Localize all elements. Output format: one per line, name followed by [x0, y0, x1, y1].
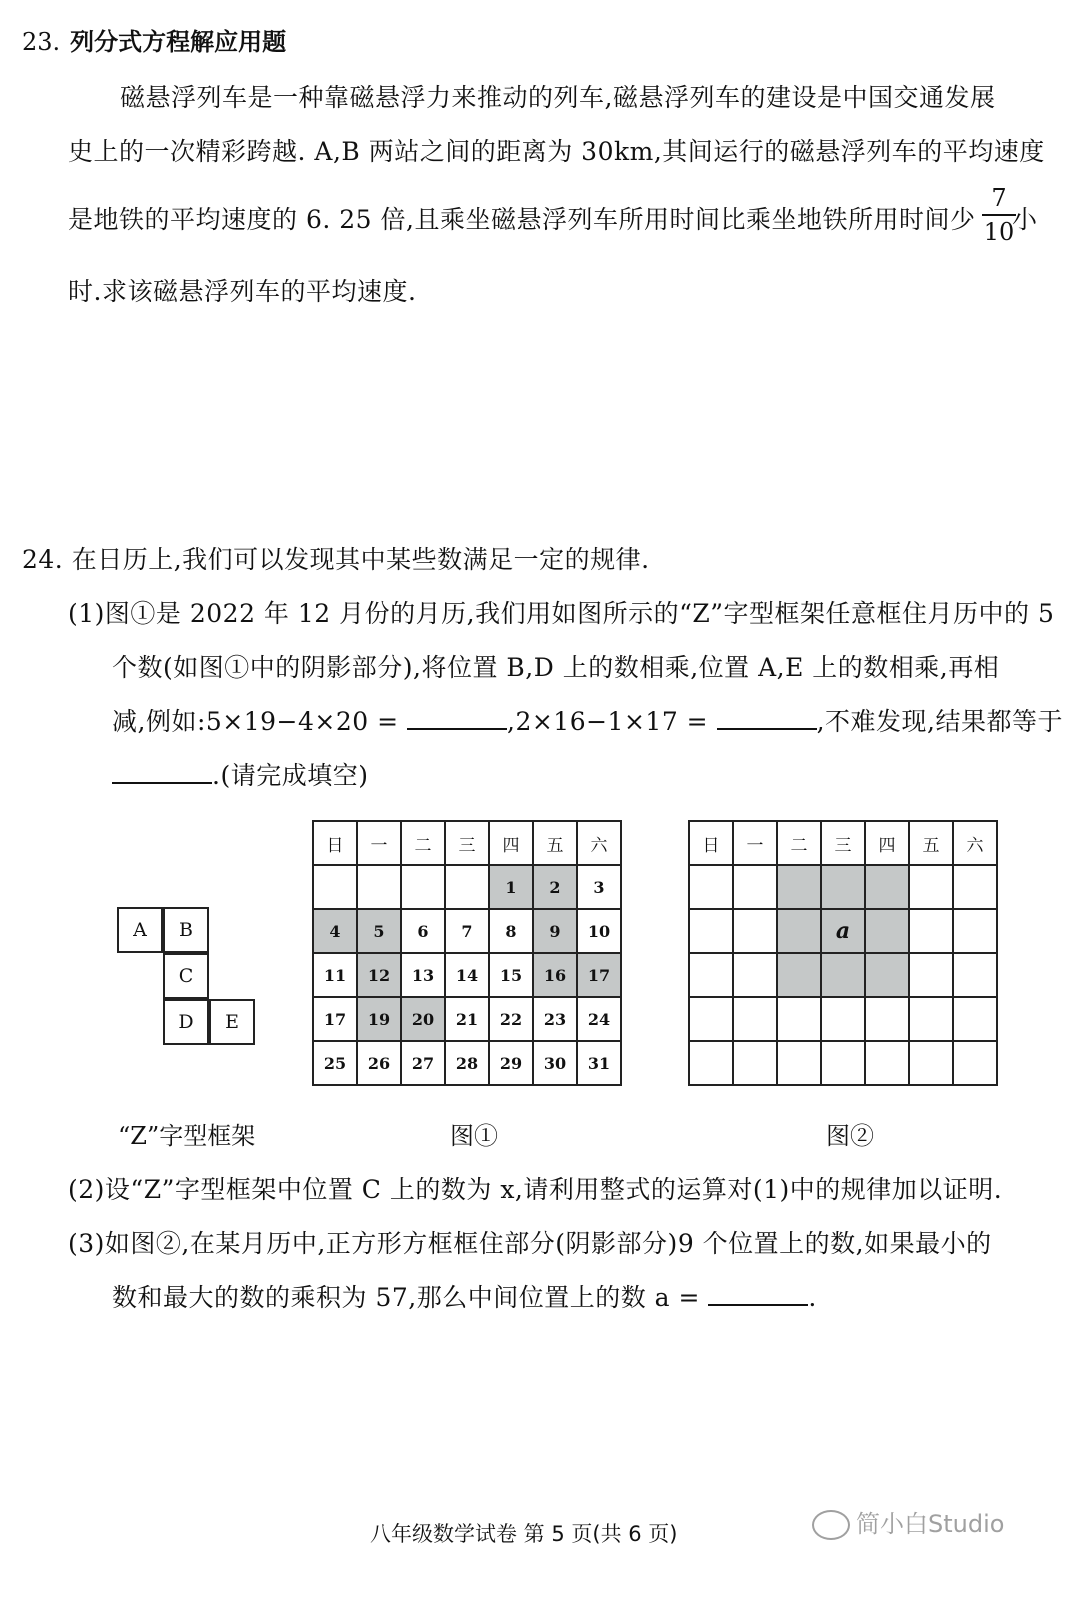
- calendar-2-day-cell: [777, 1041, 821, 1085]
- calendar-1-day-cell: 17: [313, 997, 357, 1041]
- calendar-2-header-cell: 一: [733, 821, 777, 865]
- calendar-2-day-cell: [865, 1041, 909, 1085]
- z-cell-b: B: [163, 907, 209, 953]
- calendar-2-day-cell: [777, 865, 821, 909]
- q24-p3-line2-end: .: [808, 1283, 817, 1312]
- watermark: [812, 1504, 1004, 1540]
- z-cell-a: A: [117, 907, 163, 953]
- calendar-1-day-cell: 23: [533, 997, 577, 1041]
- calendar-2-day-cell: [689, 997, 733, 1041]
- calendar-2-day-cell: [733, 997, 777, 1041]
- calendar-1-day-cell: [313, 865, 357, 909]
- z-cell-d: D: [163, 999, 209, 1045]
- calendar-1-day-cell: 14: [445, 953, 489, 997]
- z-cell-e: E: [209, 999, 255, 1045]
- fraction-bar: [982, 214, 1016, 216]
- answer-blank-4[interactable]: [708, 1280, 808, 1306]
- q23-line3-end: 小: [1012, 205, 1038, 234]
- calendar-1-day-cell: 12: [357, 953, 401, 997]
- q24-p1-line3b: ,2×16−1×17 =: [507, 707, 709, 736]
- q23-line2: 史上的一次精彩跨越. A,B 两站之间的距离为 30km,其间运行的磁悬浮列车的平均速度: [68, 137, 1045, 166]
- q24-p1-line4-text: .(请完成填空): [212, 761, 369, 790]
- calendar-1-header-cell: 日: [313, 821, 357, 865]
- calendar-1-day-cell: 5: [357, 909, 401, 953]
- calendar-2-day-cell: [733, 1041, 777, 1085]
- q23-line3: 是地铁的平均速度的 6. 25 倍,且乘坐磁悬浮列车所用时间比乘坐地铁所用时间少: [68, 205, 976, 234]
- calendar-1-day-cell: 15: [489, 953, 533, 997]
- calendar-2-day-cell: [733, 865, 777, 909]
- calendar-1-day-cell: 30: [533, 1041, 577, 1085]
- calendar-1-day-cell: 10: [577, 909, 621, 953]
- calendar-2-day-cell: [777, 997, 821, 1041]
- calendar-1-day-cell: 31: [577, 1041, 621, 1085]
- calendar-2-day-cell: [821, 953, 865, 997]
- calendar-1-day-cell: 3: [577, 865, 621, 909]
- calendar-1-day-cell: 1: [489, 865, 533, 909]
- calendar-1-day-cell: [357, 865, 401, 909]
- calendar-1-day-cell: 8: [489, 909, 533, 953]
- calendar-2-day-cell: [909, 909, 953, 953]
- calendar-figure-1: [312, 820, 622, 1086]
- calendar-2-header-cell: 二: [777, 821, 821, 865]
- calendar-2-day-cell: [777, 953, 821, 997]
- calendar-1-day-cell: 29: [489, 1041, 533, 1085]
- fraction-denominator: 10: [983, 218, 1015, 246]
- calendar-1-header-cell: 三: [445, 821, 489, 865]
- calendar-2-caption: 图②: [826, 1122, 874, 1150]
- calendar-2-day-cell: [953, 1041, 997, 1085]
- calendar-2-header-cell: 三: [821, 821, 865, 865]
- q23-number: 23.: [22, 28, 61, 56]
- calendar-2-day-cell: [909, 997, 953, 1041]
- q24-p3-line1: (3)如图②,在某月历中,正方形方框框住部分(阴影部分)9 个位置上的数,如果最小的: [68, 1229, 992, 1258]
- calendar-2-day-cell: [689, 865, 733, 909]
- calendar-2-day-cell: [821, 997, 865, 1041]
- calendar-1-day-cell: 25: [313, 1041, 357, 1085]
- calendar-2-day-cell: [953, 909, 997, 953]
- z-cell-c: C: [163, 953, 209, 999]
- calendar-2-day-cell: [821, 1041, 865, 1085]
- calendar-1-day-cell: 11: [313, 953, 357, 997]
- q24-p1-line2: 个数(如图①中的阴影部分),将位置 B,D 上的数相乘,位置 A,E 上的数相乘,再相: [112, 653, 1000, 682]
- page-footer: 八年级数学试卷 第 5 页(共 6 页): [370, 1522, 678, 1546]
- answer-blank-1[interactable]: [407, 704, 507, 730]
- calendar-1-day-cell: [401, 865, 445, 909]
- calendar-2-day-cell: [865, 953, 909, 997]
- calendar-2-day-cell: [953, 865, 997, 909]
- q24-p1-line4: [112, 756, 368, 792]
- calendar-1-day-cell: 2: [533, 865, 577, 909]
- q24-intro: 24. 在日历上,我们可以发现其中某些数满足一定的规律.: [22, 545, 650, 574]
- calendar-figure-2: [688, 820, 998, 1086]
- calendar-2-header-cell: 日: [689, 821, 733, 865]
- fraction-seven-tenths: [982, 184, 1016, 246]
- calendar-1-day-cell: 4: [313, 909, 357, 953]
- q24-p1-line3a: 减,例如:5×19−4×20 =: [112, 707, 399, 736]
- calendar-1-header-cell: 五: [533, 821, 577, 865]
- calendar-1-day-cell: 21: [445, 997, 489, 1041]
- calendar-1-day-cell: 17: [577, 953, 621, 997]
- calendar-2-day-cell: [953, 997, 997, 1041]
- q24-p1-line3: [112, 702, 1063, 738]
- q23-title-text: 列分式方程解应用题: [70, 28, 287, 56]
- calendar-1-day-cell: 28: [445, 1041, 489, 1085]
- calendar-1-day-cell: [445, 865, 489, 909]
- q24-p2: (2)设“Z”字型框架中位置 C 上的数为 x,请利用整式的运算对(1)中的规律加以证明.: [68, 1175, 1003, 1204]
- calendar-2-day-cell: [909, 953, 953, 997]
- calendar-2-day-cell: [733, 953, 777, 997]
- q24-p3-line2-text: 数和最大的数的乘积为 57,那么中间位置上的数 a =: [112, 1283, 700, 1312]
- calendar-1-day-cell: 16: [533, 953, 577, 997]
- calendar-2-day-cell: [953, 953, 997, 997]
- calendar-1-day-cell: 26: [357, 1041, 401, 1085]
- variable-a: a: [835, 918, 851, 944]
- answer-blank-2[interactable]: [717, 704, 817, 730]
- calendar-1-caption: 图①: [450, 1122, 498, 1150]
- calendar-1-day-cell: 7: [445, 909, 489, 953]
- calendar-2-center-cell: [821, 909, 865, 953]
- calendar-2-day-cell: [865, 909, 909, 953]
- watermark-text: 简小白Studio: [856, 1510, 1005, 1538]
- calendar-2-day-cell: [733, 909, 777, 953]
- calendar-2-day-cell: [689, 1041, 733, 1085]
- calendar-1-day-cell: 20: [401, 997, 445, 1041]
- calendar-1-header-cell: 二: [401, 821, 445, 865]
- q24-p1-line1: (1)图①是 2022 年 12 月份的月历,我们用如图所示的“Z”字型框架任意框住月历中的 5: [68, 599, 1055, 628]
- calendar-1-day-cell: 9: [533, 909, 577, 953]
- fraction-numerator: 7: [991, 184, 1007, 212]
- calendar-2-header-cell: 四: [865, 821, 909, 865]
- answer-blank-3[interactable]: [112, 758, 212, 784]
- calendar-1-header-cell: 四: [489, 821, 533, 865]
- calendar-1-day-cell: 19: [357, 997, 401, 1041]
- calendar-1-header-cell: 六: [577, 821, 621, 865]
- q24-p3-line2: [112, 1278, 817, 1314]
- q24-p1-line3c: ,不难发现,结果都等于: [816, 707, 1063, 736]
- calendar-2-day-cell: [689, 953, 733, 997]
- calendar-1-day-cell: 24: [577, 997, 621, 1041]
- calendar-1-day-cell: 27: [401, 1041, 445, 1085]
- calendar-1-day-cell: 22: [489, 997, 533, 1041]
- calendar-2-day-cell: [909, 865, 953, 909]
- calendar-2-header-cell: 六: [953, 821, 997, 865]
- calendar-2-header-cell: 五: [909, 821, 953, 865]
- calendar-2-day-cell: [777, 909, 821, 953]
- calendar-2-day-cell: [865, 997, 909, 1041]
- calendar-1-day-cell: 13: [401, 953, 445, 997]
- q23-line1: 磁悬浮列车是一种靠磁悬浮力来推动的列车,磁悬浮列车的建设是中国交通发展: [120, 83, 996, 112]
- calendar-2-day-cell: [865, 865, 909, 909]
- z-frame-caption: “Z”字型框架: [118, 1122, 256, 1150]
- chat-bubble-icon: [812, 1510, 850, 1540]
- calendar-1-header-cell: 一: [357, 821, 401, 865]
- calendar-2-day-cell: [689, 909, 733, 953]
- q23-line4: 时.求该磁悬浮列车的平均速度.: [68, 277, 417, 306]
- calendar-2-day-cell: [821, 865, 865, 909]
- calendar-2-day-cell: [909, 1041, 953, 1085]
- calendar-1-day-cell: 6: [401, 909, 445, 953]
- q23-title: [22, 22, 286, 57]
